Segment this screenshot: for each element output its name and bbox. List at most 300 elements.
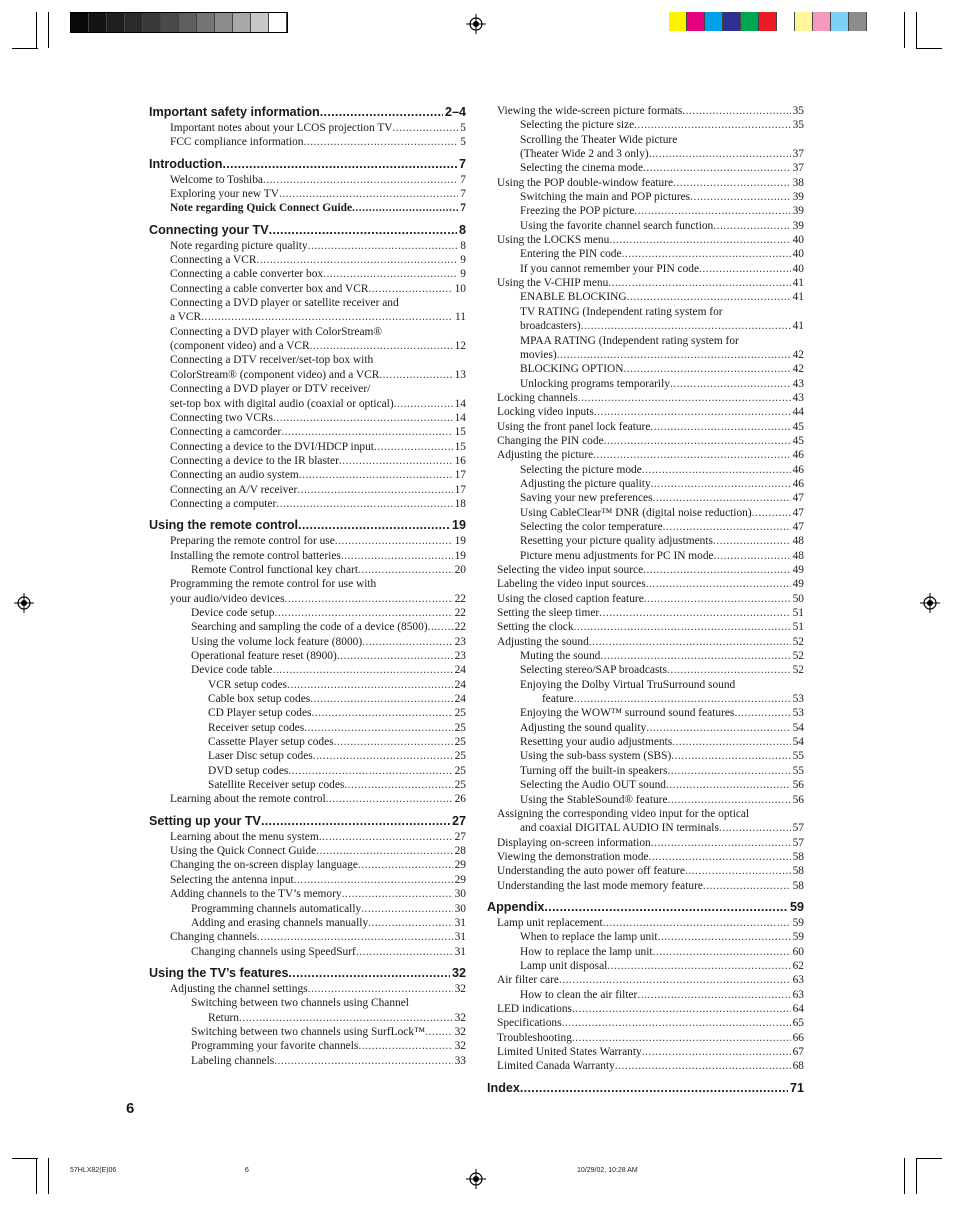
color-swatch — [795, 12, 813, 31]
section-title: Appendix — [487, 899, 545, 914]
entry-page-number: 46 — [792, 449, 804, 462]
toc-entry[interactable] — [208, 678, 466, 692]
toc-entry[interactable] — [170, 844, 466, 858]
dot-leader — [559, 973, 791, 987]
toc-entry[interactable] — [191, 916, 466, 930]
toc-entry[interactable] — [520, 663, 804, 677]
entry-page-number: 25 — [454, 707, 466, 720]
entry-title: (Theater Wide 2 and 3 only) — [520, 148, 649, 161]
entry-page-number: 25 — [454, 779, 466, 792]
toc-entry[interactable] — [497, 577, 804, 591]
entry-title: Using the volume lock feature (8000) — [191, 635, 363, 648]
entry-title: Setting the sleep timer — [497, 607, 600, 620]
dot-leader — [341, 549, 453, 563]
entry-page-number: 66 — [792, 1031, 804, 1044]
toc-entry[interactable] — [170, 497, 466, 511]
entry-page-number: 32 — [454, 1025, 466, 1038]
section-page-number: 19 — [451, 518, 466, 533]
entry-title: Adjusting the channel settings — [170, 982, 308, 995]
entry-page-number: 39 — [792, 191, 804, 204]
toc-entry[interactable] — [170, 982, 466, 996]
entry-page-number: 58 — [792, 850, 804, 863]
entry-page-number: 45 — [792, 420, 804, 433]
footer-filename: 57HLX82(E)06 — [70, 1167, 117, 1174]
toc-entry[interactable] — [170, 549, 466, 563]
toc-entry[interactable] — [208, 692, 466, 706]
toc-entry[interactable] — [520, 161, 804, 175]
entry-title: Changing channels — [170, 931, 257, 944]
grey-swatch — [197, 13, 215, 32]
toc-entry[interactable] — [208, 706, 466, 720]
dot-leader — [361, 902, 452, 916]
toc-entry[interactable] — [170, 830, 466, 844]
toc-entry[interactable] — [170, 201, 466, 215]
toc-section-heading[interactable] — [149, 222, 466, 238]
entry-title: Connecting a camcorder — [170, 426, 282, 439]
entry-page-number: 13 — [454, 368, 466, 381]
entry-page-number: 68 — [792, 1060, 804, 1073]
dot-leader — [308, 982, 453, 996]
dot-leader — [651, 477, 791, 491]
toc-entry[interactable] — [170, 397, 466, 411]
toc-entry[interactable] — [208, 735, 466, 749]
dot-leader — [651, 836, 791, 850]
dot-leader — [269, 222, 457, 238]
entry-page-number: 35 — [792, 105, 804, 117]
entry-title: Muting the sound — [520, 650, 601, 663]
entry-title: Connecting a device to the DVI/HDCP input — [170, 440, 374, 453]
toc-entry[interactable] — [520, 764, 804, 778]
dot-leader — [615, 1059, 791, 1073]
toc-entry[interactable] — [520, 706, 804, 720]
entry-page-number: 53 — [792, 693, 804, 706]
entry-page-number: 22 — [454, 606, 466, 619]
toc-entry[interactable] — [497, 391, 804, 405]
entry-title: Connecting a computer — [170, 497, 277, 510]
dot-leader — [316, 844, 452, 858]
toc-entry[interactable] — [191, 606, 466, 620]
toc-entry[interactable] — [520, 959, 804, 973]
toc-entry[interactable] — [520, 749, 804, 763]
toc-entry[interactable] — [497, 836, 804, 850]
toc-entry[interactable] — [520, 147, 804, 161]
entry-page-number: 27 — [454, 830, 466, 843]
toc-entry[interactable] — [520, 477, 804, 491]
dot-leader — [572, 1031, 791, 1045]
entry-page-number: 31 — [454, 931, 466, 944]
toc-entry[interactable] — [520, 247, 804, 261]
toc-entry[interactable] — [170, 425, 466, 439]
entry-page-number: 37 — [792, 148, 804, 161]
toc-entry[interactable] — [520, 348, 804, 362]
toc-entry[interactable] — [170, 173, 466, 187]
registration-mark-icon — [466, 14, 486, 34]
toc-entry[interactable] — [208, 1011, 466, 1025]
entry-title: Preparing the remote control for use — [170, 535, 335, 548]
toc-entry[interactable] — [520, 491, 804, 505]
entry-page-number: 24 — [454, 693, 466, 706]
toc-entry[interactable] — [497, 176, 804, 190]
dot-leader — [699, 262, 791, 276]
toc-entry[interactable] — [520, 735, 804, 749]
entry-title: Air filter care — [497, 974, 559, 987]
entry-page-number: 19 — [454, 535, 466, 548]
dot-leader — [653, 491, 791, 505]
entry-page-number: 15 — [454, 440, 466, 453]
entry-title: Selecting the color temperature — [520, 520, 663, 533]
toc-entry[interactable] — [497, 276, 804, 290]
toc-section-heading[interactable] — [487, 899, 804, 915]
dot-leader — [670, 377, 791, 391]
dot-leader — [368, 916, 452, 930]
dot-leader — [666, 778, 791, 792]
entry-page-number: 24 — [454, 664, 466, 677]
entry-title: Setting the clock — [497, 621, 574, 634]
toc-entry[interactable] — [520, 204, 804, 218]
toc-entry[interactable] — [170, 187, 466, 201]
toc-section-heading[interactable] — [149, 156, 466, 172]
toc-entry[interactable] — [170, 282, 466, 296]
toc-entry[interactable] — [542, 692, 804, 706]
color-calibration-bar — [669, 12, 867, 31]
entry-title: feature — [542, 693, 574, 706]
toc-entry[interactable] — [520, 793, 804, 807]
entry-title: Adjusting the picture — [497, 449, 594, 462]
toc-entry[interactable] — [191, 1039, 466, 1053]
toc-entry[interactable] — [520, 988, 804, 1002]
dot-leader — [320, 104, 443, 120]
section-title: Connecting your TV — [149, 222, 269, 237]
toc-entry[interactable] — [497, 879, 804, 893]
toc-entry[interactable] — [520, 319, 804, 333]
toc-entry[interactable] — [170, 930, 466, 944]
toc-entry[interactable] — [208, 764, 466, 778]
section-page-number: 71 — [789, 1080, 804, 1095]
entry-page-number: 54 — [792, 721, 804, 734]
entry-page-number: 47 — [792, 520, 804, 533]
section-page-number: 27 — [451, 813, 466, 828]
toc-entry[interactable] — [170, 310, 466, 324]
toc-entry[interactable] — [497, 620, 804, 634]
entry-page-number: 60 — [792, 945, 804, 958]
entry-page-number: 33 — [454, 1054, 466, 1067]
toc-entry[interactable] — [191, 620, 466, 634]
dot-leader — [256, 253, 458, 267]
entry-page-number: 25 — [454, 721, 466, 734]
entry-title: Learning about the menu system — [170, 830, 319, 843]
toc-entry[interactable] — [520, 506, 804, 520]
dot-leader — [599, 606, 790, 620]
dot-leader — [520, 1080, 788, 1096]
entry-page-number: 7 — [460, 173, 466, 186]
toc-entry[interactable] — [497, 973, 804, 987]
toc-entry[interactable] — [170, 792, 466, 806]
toc-entry[interactable] — [170, 253, 466, 267]
toc-entry[interactable] — [170, 468, 466, 482]
toc-entry[interactable] — [191, 902, 466, 916]
toc-left-column — [149, 104, 466, 1068]
toc-entry[interactable] — [170, 592, 466, 606]
entry-title: Satellite Receiver setup codes — [208, 779, 345, 792]
entry-page-number: 25 — [454, 736, 466, 749]
toc-entry[interactable] — [520, 821, 804, 835]
entry-page-number: 59 — [792, 916, 804, 929]
toc-entry[interactable] — [497, 592, 804, 606]
entry-page-number: 19 — [454, 549, 466, 562]
crop-mark — [48, 1158, 49, 1194]
entry-page-number: 17 — [454, 469, 466, 482]
toc-entry[interactable] — [520, 721, 804, 735]
toc-entry[interactable] — [520, 945, 804, 959]
entry-title: FCC compliance information — [170, 136, 304, 149]
dot-leader — [335, 534, 453, 548]
dot-leader — [714, 549, 791, 563]
toc-entry[interactable] — [520, 190, 804, 204]
toc-section-heading[interactable] — [149, 813, 466, 829]
toc-entry[interactable] — [520, 262, 804, 276]
entry-page-number: 40 — [792, 248, 804, 261]
dot-leader — [362, 635, 452, 649]
entry-title: Using CableClear™ DNR (digital noise reduction) — [520, 506, 752, 519]
dot-leader — [334, 735, 453, 749]
toc-entry[interactable] — [208, 778, 466, 792]
toc-entry[interactable] — [497, 606, 804, 620]
dot-leader — [274, 1054, 452, 1068]
crop-mark — [36, 1158, 37, 1194]
dot-leader — [703, 879, 791, 893]
entry-page-number: 9 — [460, 254, 466, 267]
entry-title: Lamp unit disposal — [520, 959, 608, 972]
entry-title: Welcome to Toshiba — [170, 173, 263, 186]
entry-title: Limited Canada Warranty — [497, 1060, 615, 1073]
entry-title: Adding and erasing channels manually — [191, 916, 369, 929]
toc-entry[interactable] — [191, 945, 466, 959]
grey-swatch — [233, 13, 251, 32]
toc-entry[interactable] — [170, 483, 466, 497]
dot-leader — [304, 135, 459, 149]
toc-entry[interactable] — [497, 434, 804, 448]
entry-page-number: 9 — [460, 268, 466, 281]
entry-title: Adjusting the sound quality — [520, 721, 647, 734]
dot-leader — [428, 620, 453, 634]
toc-entry[interactable] — [208, 749, 466, 763]
entry-title: Using the LOCKS menu — [497, 234, 610, 247]
entry-title: How to clean the air filter — [520, 988, 638, 1001]
toc-entry[interactable] — [208, 721, 466, 735]
entry-page-number: 11 — [455, 311, 466, 324]
toc-entry[interactable] — [170, 368, 466, 382]
toc-entry[interactable] — [520, 534, 804, 548]
toc-entry[interactable] — [191, 1054, 466, 1068]
toc-section-heading[interactable] — [149, 517, 466, 533]
grey-swatch — [89, 13, 107, 32]
entry-title: Selecting the picture mode — [520, 463, 642, 476]
dot-leader — [557, 348, 791, 362]
toc-entry[interactable] — [497, 1031, 804, 1045]
toc-entry[interactable] — [191, 1025, 466, 1039]
toc-entry[interactable] — [170, 887, 466, 901]
entry-title: Labeling the video input sources — [497, 578, 646, 591]
toc-entry[interactable] — [170, 440, 466, 454]
section-title: Index — [487, 1080, 520, 1095]
toc-entry[interactable] — [191, 663, 466, 677]
toc-entry[interactable] — [520, 290, 804, 304]
dot-leader — [673, 176, 791, 190]
entry-page-number: 24 — [454, 678, 466, 691]
toc-entry[interactable] — [170, 873, 466, 887]
toc-entry[interactable] — [170, 534, 466, 548]
toc-entry[interactable] — [520, 778, 804, 792]
entry-title: Remote Control functional key chart — [191, 563, 359, 576]
grey-swatch — [179, 13, 197, 32]
entry-page-number: 31 — [454, 945, 466, 958]
dot-leader — [261, 813, 450, 829]
toc-entry[interactable] — [497, 864, 804, 878]
entry-title: BLOCKING OPTION — [520, 363, 624, 376]
entry-title: Cassette Player setup codes — [208, 736, 334, 749]
toc-entry[interactable] — [170, 267, 466, 281]
dot-leader — [276, 497, 452, 511]
toc-entry-line: MPAA RATING (Independent rating system for — [520, 334, 739, 347]
registration-mark-icon — [14, 593, 34, 613]
toc-entry[interactable] — [520, 520, 804, 534]
dot-leader — [294, 873, 453, 887]
entry-page-number: 14 — [454, 397, 466, 410]
section-page-number: 2–4 — [444, 105, 466, 119]
entry-title: Adjusting the picture quality — [520, 477, 651, 490]
entry-page-number: 14 — [454, 411, 466, 424]
toc-entry[interactable] — [170, 454, 466, 468]
dot-leader — [682, 104, 790, 118]
entry-page-number: 32 — [454, 1040, 466, 1053]
entry-page-number: 55 — [792, 764, 804, 777]
toc-entry[interactable] — [170, 121, 466, 135]
toc-entry[interactable] — [497, 916, 804, 930]
crop-mark — [36, 12, 37, 48]
entry-title: Programming channels automatically — [191, 902, 362, 915]
color-swatch — [723, 12, 741, 31]
entry-title: Selecting the Audio OUT sound — [520, 779, 666, 792]
toc-entry[interactable] — [497, 420, 804, 434]
toc-entry[interactable] — [497, 563, 804, 577]
toc-entry-line: TV RATING (Independent rating system for — [520, 305, 723, 318]
entry-title: Entering the PIN code — [520, 248, 622, 261]
entry-page-number: 12 — [454, 340, 466, 353]
entry-page-number: 32 — [454, 982, 466, 995]
entry-page-number: 32 — [454, 1011, 466, 1024]
toc-entry[interactable] — [520, 463, 804, 477]
toc-entry[interactable] — [520, 649, 804, 663]
toc-entry[interactable] — [170, 411, 466, 425]
entry-title: Unlocking programs temporarily — [520, 377, 670, 390]
entry-page-number: 35 — [792, 119, 804, 132]
entry-page-number: 56 — [792, 779, 804, 792]
entry-page-number: 8 — [460, 239, 466, 252]
entry-page-number: 39 — [792, 219, 804, 232]
entry-title: Connecting an audio system — [170, 469, 299, 482]
toc-entry[interactable] — [170, 135, 466, 149]
dot-leader — [308, 239, 459, 253]
entry-page-number: 16 — [454, 454, 466, 467]
entry-page-number: 10 — [454, 282, 466, 295]
toc-entry[interactable] — [170, 858, 466, 872]
toc-entry[interactable] — [520, 930, 804, 944]
toc-entry[interactable] — [170, 339, 466, 353]
toc-entry[interactable] — [191, 635, 466, 649]
dot-leader — [352, 201, 458, 215]
entry-title: Troubleshooting — [497, 1031, 572, 1044]
entry-page-number: 47 — [792, 492, 804, 505]
entry-title: Locking channels — [497, 391, 578, 404]
toc-entry[interactable] — [497, 104, 804, 118]
toc-entry[interactable] — [497, 1059, 804, 1073]
dot-leader — [608, 276, 790, 290]
toc-section-heading[interactable] — [149, 104, 466, 120]
color-swatch — [813, 12, 831, 31]
entry-title: (component video) and a VCR — [170, 340, 310, 353]
crop-mark — [48, 12, 49, 48]
toc-entry[interactable] — [497, 635, 804, 649]
grey-swatch — [161, 13, 179, 32]
entry-title: Saving your new preferences — [520, 492, 653, 505]
toc-entry[interactable] — [497, 448, 804, 462]
entry-title: Note regarding picture quality — [170, 239, 308, 252]
entry-title: Using the closed caption feature — [497, 592, 644, 605]
entry-title: When to replace the lamp unit — [520, 931, 658, 944]
toc-entry[interactable] — [191, 563, 466, 577]
toc-section-heading[interactable] — [149, 965, 466, 981]
color-swatch — [741, 12, 759, 31]
entry-page-number: 22 — [454, 592, 466, 605]
toc-entry[interactable] — [497, 1002, 804, 1016]
dot-leader — [643, 563, 790, 577]
entry-title: Operational feature reset (8900) — [191, 650, 337, 662]
dot-leader — [690, 190, 791, 204]
toc-entry[interactable] — [497, 1045, 804, 1059]
dot-leader — [642, 1045, 791, 1059]
toc-section-heading[interactable] — [487, 1080, 804, 1096]
toc-entry[interactable] — [170, 239, 466, 253]
entry-page-number: 52 — [792, 635, 804, 648]
toc-entry[interactable] — [520, 549, 804, 563]
toc-entry[interactable] — [520, 377, 804, 391]
section-page-number: 59 — [789, 899, 804, 914]
toc-entry[interactable] — [497, 233, 804, 247]
toc-entry[interactable] — [520, 219, 804, 233]
entry-title: How to replace the lamp unit — [520, 945, 653, 958]
entry-title: set-top box with digital audio (coaxial or optical) — [170, 397, 394, 410]
entry-title: Picture menu adjustments for PC IN mode — [520, 549, 714, 562]
entry-page-number: 7 — [460, 188, 466, 201]
crop-mark — [12, 1158, 38, 1159]
grey-swatch — [107, 13, 125, 32]
entry-title: Using the V-CHIP menu — [497, 277, 609, 290]
entry-page-number: 23 — [454, 635, 466, 648]
toc-entry[interactable] — [520, 118, 804, 132]
toc-entry[interactable] — [497, 1016, 804, 1030]
dot-leader — [685, 864, 791, 878]
grey-swatch — [215, 13, 233, 32]
toc-entry[interactable] — [497, 405, 804, 419]
entry-page-number: 47 — [792, 506, 804, 519]
toc-entry[interactable] — [497, 850, 804, 864]
toc-entry[interactable] — [191, 649, 466, 663]
toc-entry[interactable] — [520, 362, 804, 376]
entry-page-number: 51 — [792, 621, 804, 634]
dot-leader — [594, 405, 791, 419]
dot-leader — [425, 1025, 452, 1039]
dot-leader — [222, 156, 457, 172]
